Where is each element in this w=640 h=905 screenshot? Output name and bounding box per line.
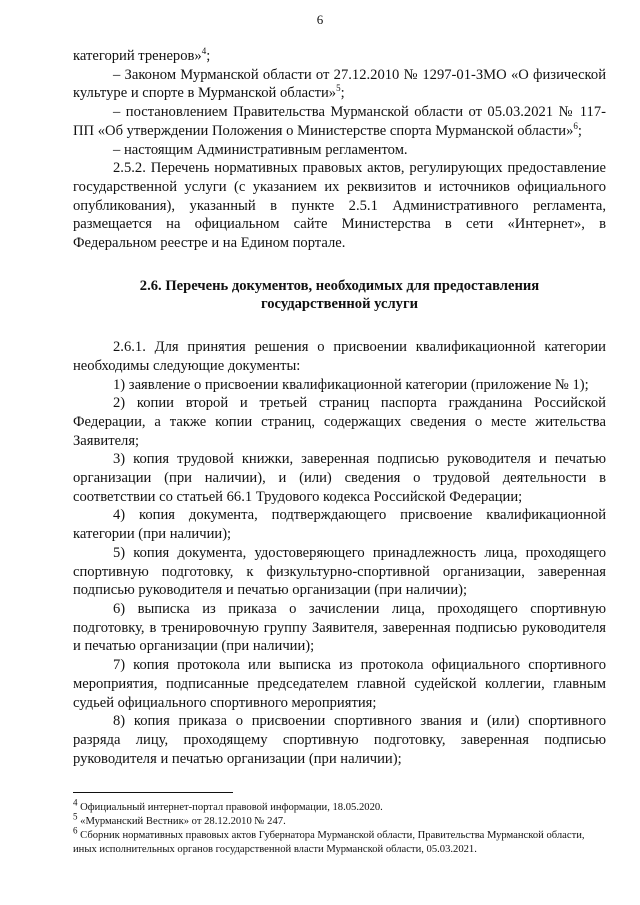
page-number: 6 [316, 12, 324, 27]
document-item-7: 7) копия протокола или выписка из протокола официального спортивного мероприятия, подписанные председателем главной судейской коллегии, главным судьей официального спортивного мероприятия; [73, 657, 606, 711]
footnote-ref-5[interactable]: 5 [336, 83, 341, 94]
footnotes [73, 797, 606, 857]
footnote-ref-4[interactable]: 4 [201, 46, 207, 57]
document-item-3: 3) копия трудовой книжки, заверенная подписью руководителя и печатью организации (при наличии), и (или) сведения о трудовой деятельности в соответствии со статьей 66.1 Трудового кодекса Российской Федерации; [73, 451, 606, 505]
paragraph-2-5-2: 2.5.2. Перечень нормативных правовых актов, регулирующих предоставление государственной услуги (с указанием их реквизитов и источников официального опубликования), указанный в пункте 2.5.1 Административного регламента, размещается на официальном сайте Министерства в сети «Интернет», в Федеральном реестре и на Едином портале. [73, 160, 606, 252]
footnote-6: $^6$ Сборник нормативных правовых актов Губернатора Мурманской области, Правительства Мурманской области, иных исполнительных органов государственной власти Мурманской области, 05.03.2021. [73, 825, 585, 855]
list-item-law: – Законом Мурманской области от 27.12.2010 № 1297-01-ЗМО «О физической культуре и спорте в Мурманской области»$^5$; [73, 66, 606, 102]
paragraph-continuation: категорий тренеров»$^4$; [73, 46, 211, 64]
list-item-regulation: – настоящим Административным регламентом. [113, 141, 408, 158]
document-item-1: 1) заявление о присвоении квалификационной категории (приложение № 1); [113, 376, 589, 393]
document-item-4: 4) копия документа, подтверждающего присвоение квалификационной категории (при наличии); [73, 507, 606, 543]
list-item-decree: – постановлением Правительства Мурманской области от 05.03.2021 № 117-ПП «Об утверждении Положения о Министерстве спорта Мурманской области»$^6$; [73, 104, 606, 139]
document-item-8: 8) копия приказа о присвоении спортивного звания и (или) спортивного разряда лицу, проходящему спортивную подготовку, заверенная подписью руководителя и печатью организации (при наличии); [73, 713, 606, 767]
main-text [73, 47, 606, 768]
document-item-6: 6) выписка из приказа о зачислении лица, проходящего спортивную подготовку, в тренировочную группу Заявителя, заверенная подписью руководителя и печатью организации (при наличии); [73, 600, 606, 655]
footnote-separator [73, 792, 233, 793]
document-item-2: 2) копии второй и третьей страниц паспорта гражданина Российской Федерации, а также копии страниц, содержащих сведения о месте жительства Заявителя; [73, 395, 606, 449]
document-item-5: 5) копия документа, удостоверяющего принадлежность лица, проходящего спортивную подготовку, к физкультурно-спортивной организации, заверенная подписью руководителя и печатью организации (при наличии); [73, 544, 606, 599]
paragraph-2-6-1: 2.6.1. Для принятия решения о присвоении квалификационной категории необходимы следующие документы: [73, 339, 606, 374]
section-heading: 2.6. Перечень документов, необходимых для предоставления государственной услуги [139, 277, 540, 313]
footnote-4: $^4$ Официальный интернет-портал правовой информации, 18.05.2020. [73, 797, 383, 813]
footnote-ref-6[interactable]: 6 [573, 120, 578, 131]
footnote-5: $^5$ «Мурманский Вестник» от 28.12.2010 № 247. [73, 811, 286, 827]
